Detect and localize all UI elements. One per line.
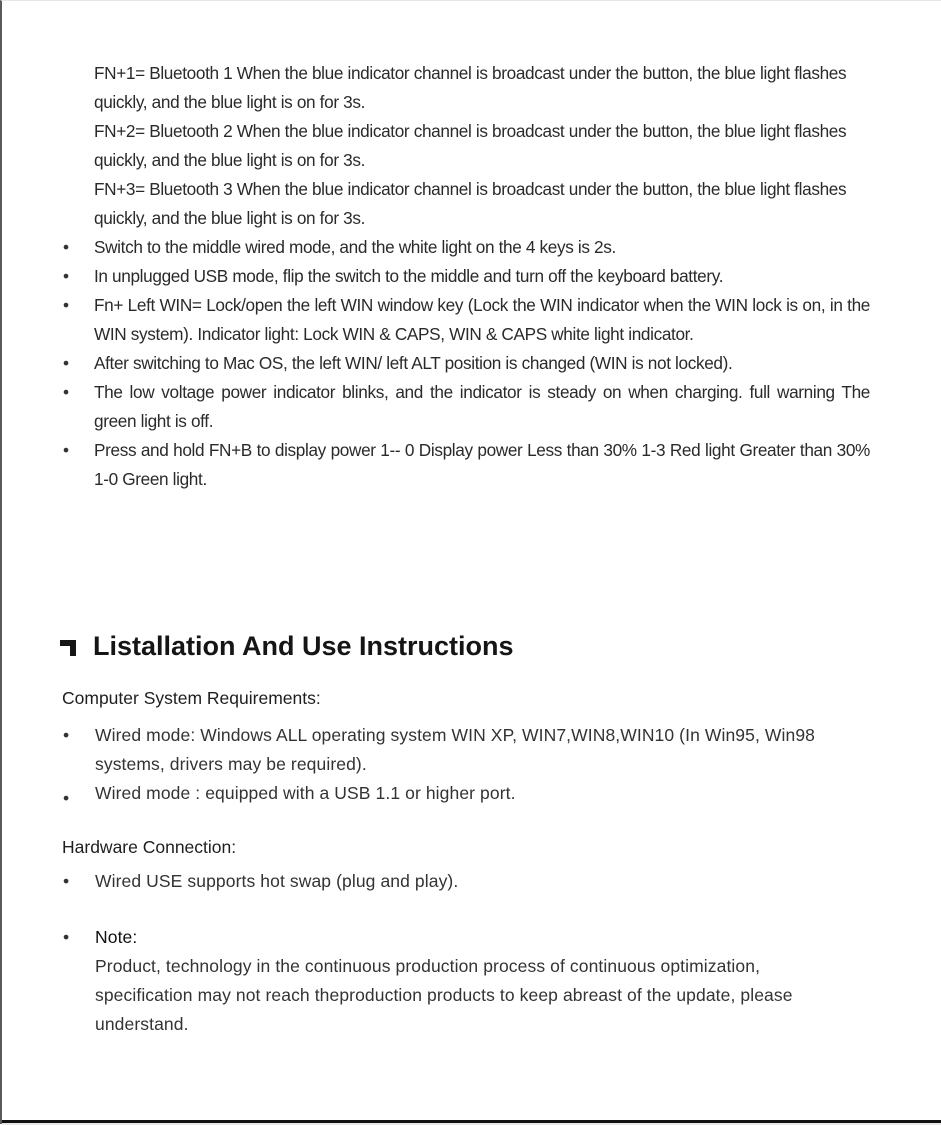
list-item: • In unplugged USB mode, flip the switch to the middle and turn off the keyboard battery. (58, 262, 870, 291)
bullet-icon: • (63, 382, 69, 402)
bullet-icon: • (63, 295, 69, 315)
note-text: Product, technology in the continuous production process of continuous optimization, specification may not reach theproduction products to keep abreast of the update, please understand. (95, 956, 793, 1034)
bullet-icon: • (63, 266, 69, 286)
list-item: • Press and hold FN+B to display power 1-- 0 Display power Less than 30% 1-3 Red light Greater than 30% 1-0 Green light. (58, 436, 870, 494)
bluetooth-channel-descriptions (94, 59, 870, 233)
bullet-icon: • (63, 788, 70, 808)
list-item: • Switch to the middle wired mode, and the white light on the 4 keys is 2s. (58, 233, 870, 262)
list-item: • Wired USE supports hot swap (plug and play). (58, 867, 870, 896)
bullet-icon: • (63, 725, 70, 745)
note-item (58, 923, 870, 1039)
hardware-list (58, 867, 870, 896)
note-title: Note: (95, 927, 138, 947)
bullet-icon: • (63, 440, 69, 460)
bullet-icon: • (63, 927, 70, 947)
list-item: • The low voltage power indicator blinks, and the indicator is steady on when charging. full warning The green light is off. (58, 378, 870, 436)
list-item: • Fn+ Left WIN= Lock/open the left WIN window key (Lock the WIN indicator when the WIN lock is on, in the WIN system). Indicator light: Lock WIN & CAPS, WIN & CAPS white light indicator. (58, 291, 870, 349)
section-heading (60, 631, 514, 662)
note-block (58, 923, 870, 1039)
fn2-description: FN+2= Bluetooth 2 When the blue indicator channel is broadcast under the button, the blue light flashes quickly, and the blue light is on for 3s. (94, 121, 847, 170)
bullet-icon: • (63, 237, 69, 257)
section-title: Listallation And Use Instructions (93, 631, 514, 661)
fn3-description: FN+3= Bluetooth 3 When the blue indicator channel is broadcast under the button, the blue light flashes quickly, and the blue light is on for 3s. (94, 179, 847, 228)
bullet-icon: • (63, 871, 70, 891)
list-item: • After switching to Mac OS, the left WIN/ left ALT position is changed (WIN is not locked). (58, 349, 870, 378)
fn1-description: FN+1= Bluetooth 1 When the blue indicator channel is broadcast under the button, the blue light flashes quickly, and the blue light is on for 3s. (94, 63, 847, 112)
list-item: • Wired mode : equipped with a USB 1.1 or higher port. (58, 779, 870, 808)
list-item: • Wired mode: Windows ALL operating system WIN XP, WIN7,WIN8,WIN10 (In Win95, Win98 systems, drivers may be required). (58, 721, 870, 779)
requirements-heading: Computer System Requirements: (62, 688, 321, 708)
corner-bracket-icon (60, 640, 76, 656)
hardware-heading: Hardware Connection: (62, 837, 237, 857)
bullet-icon: • (63, 353, 69, 373)
feature-list (58, 233, 870, 494)
requirements-list (58, 721, 870, 808)
